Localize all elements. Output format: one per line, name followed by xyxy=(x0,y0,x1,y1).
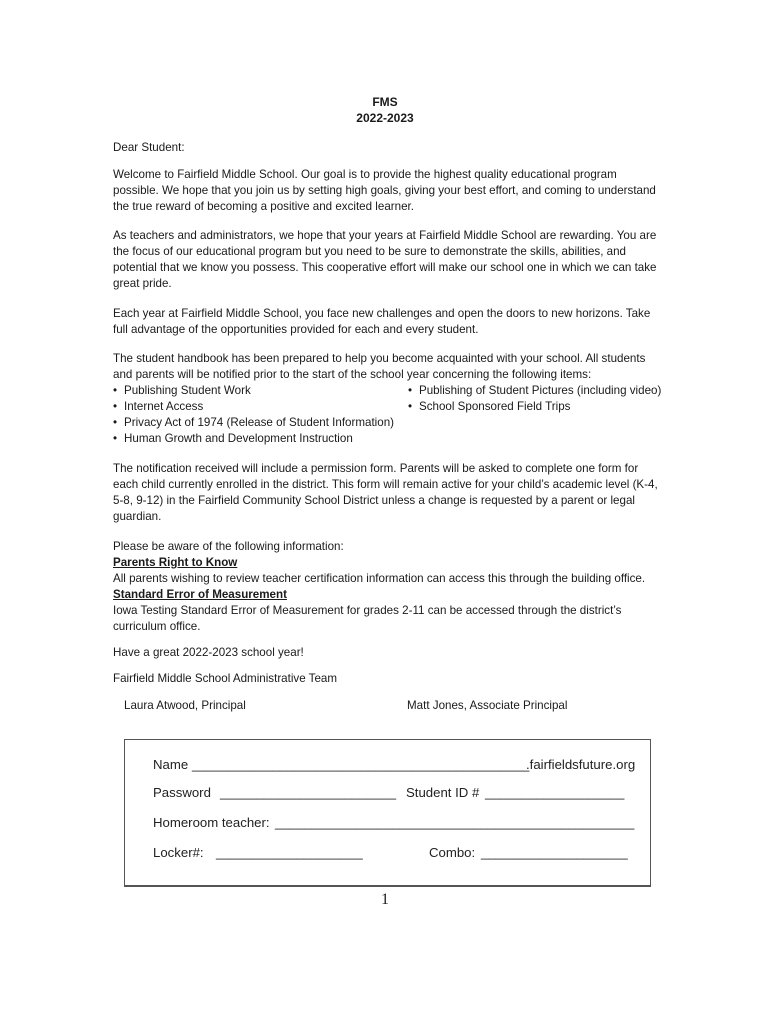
name-field[interactable]: ______________________________________________ xyxy=(192,757,530,772)
standard-error-text: Iowa Testing Standard Error of Measurement for grades 2-11 can be accessed through the district’s curriculum office. xyxy=(113,604,622,633)
student-info-form xyxy=(124,739,651,887)
name-label: Name xyxy=(153,757,189,772)
greeting: Dear Student: xyxy=(113,141,185,154)
information-intro: Please be aware of the following information: xyxy=(113,540,344,553)
paragraph-notification: The notification received will include a permission form. Parents will be asked to complete one form for each child currently enrolled in the district. This form will remain active for your child’s academic level (K-4, 5-8, 9-12) in the Fairfield Community School District unless a change is requested by a parent or legal guardian. xyxy=(113,462,658,523)
student-id-field[interactable]: ___________________ xyxy=(485,785,625,800)
homeroom-teacher-field[interactable]: _________________________________________________ xyxy=(275,815,635,830)
standard-error-heading: Standard Error of Measurement xyxy=(113,588,287,601)
administrative-team: Fairfield Middle School Administrative Team xyxy=(113,672,338,685)
paragraph-text: Welcome to Fairfield Middle School. Our goal is to provide the highest quality educational program possible. We hope that you join us by setting high goals, giving your best effort, and coming to understand the true reward of becoming a positive and excited learner. xyxy=(113,168,656,213)
student-id-label: Student ID # xyxy=(406,785,480,800)
information-section xyxy=(113,539,658,635)
list-item: • Internet Access xyxy=(113,399,203,415)
list-item: • Human Growth and Development Instruction xyxy=(113,431,353,447)
notification-items-list xyxy=(113,383,673,447)
page-number: 1 xyxy=(381,891,389,908)
list-row xyxy=(113,383,673,399)
paragraph-handbook xyxy=(113,351,658,383)
list-row xyxy=(113,431,673,447)
paragraph-text: The student handbook has been prepared to help you become acquainted with your school. All students and parents will be notified prior to the start of the school year concerning the following items: xyxy=(113,352,646,381)
list-row xyxy=(113,399,673,415)
school-year-heading: 2022-2023 xyxy=(356,111,414,125)
paragraph-teachers xyxy=(113,228,658,292)
principal-signature: Laura Atwood, Principal xyxy=(124,699,246,712)
combo-field[interactable]: ____________________ xyxy=(481,845,628,860)
closing-line: Have a great 2022-2023 school year! xyxy=(113,646,304,659)
name-domain-suffix: .fairfieldsfuture.org xyxy=(526,757,636,772)
combo-label: Combo: xyxy=(429,845,476,860)
list-item: • School Sponsored Field Trips xyxy=(408,399,570,415)
paragraph-challenges xyxy=(113,306,658,338)
school-abbreviation: FMS xyxy=(372,95,398,109)
list-item: • Publishing Student Work xyxy=(113,383,251,399)
paragraph-text: As teachers and administrators, we hope that your years at Fairfield Middle School are rewarding. You are the focus of our educational program but you need to be sure to demonstrate the skills, abilities, and potential that we know you possess. This cooperative effort will make our school one in which we can take great pride. xyxy=(113,229,657,290)
password-field[interactable]: ________________________ xyxy=(220,785,397,800)
password-label: Password xyxy=(153,785,211,800)
homeroom-teacher-label: Homeroom teacher: xyxy=(153,815,270,830)
locker-label: Locker#: xyxy=(153,845,204,860)
list-item: • Privacy Act of 1974 (Release of Student Information) xyxy=(113,415,394,431)
list-item: • Publishing of Student Pictures (including video) xyxy=(408,383,661,399)
parents-right-to-know-heading: Parents Right to Know xyxy=(113,556,238,569)
list-row xyxy=(113,415,673,431)
locker-field[interactable]: ____________________ xyxy=(216,845,363,860)
paragraph-welcome xyxy=(113,167,658,215)
parents-right-to-know-text: All parents wishing to review teacher certification information can access this through the building office. xyxy=(113,572,646,585)
associate-principal-signature: Matt Jones, Associate Principal xyxy=(407,699,568,712)
paragraph-text: Each year at Fairfield Middle School, you face new challenges and open the doors to new horizons. Take full advantage of the opportunities provided for each and every student. xyxy=(113,307,651,336)
